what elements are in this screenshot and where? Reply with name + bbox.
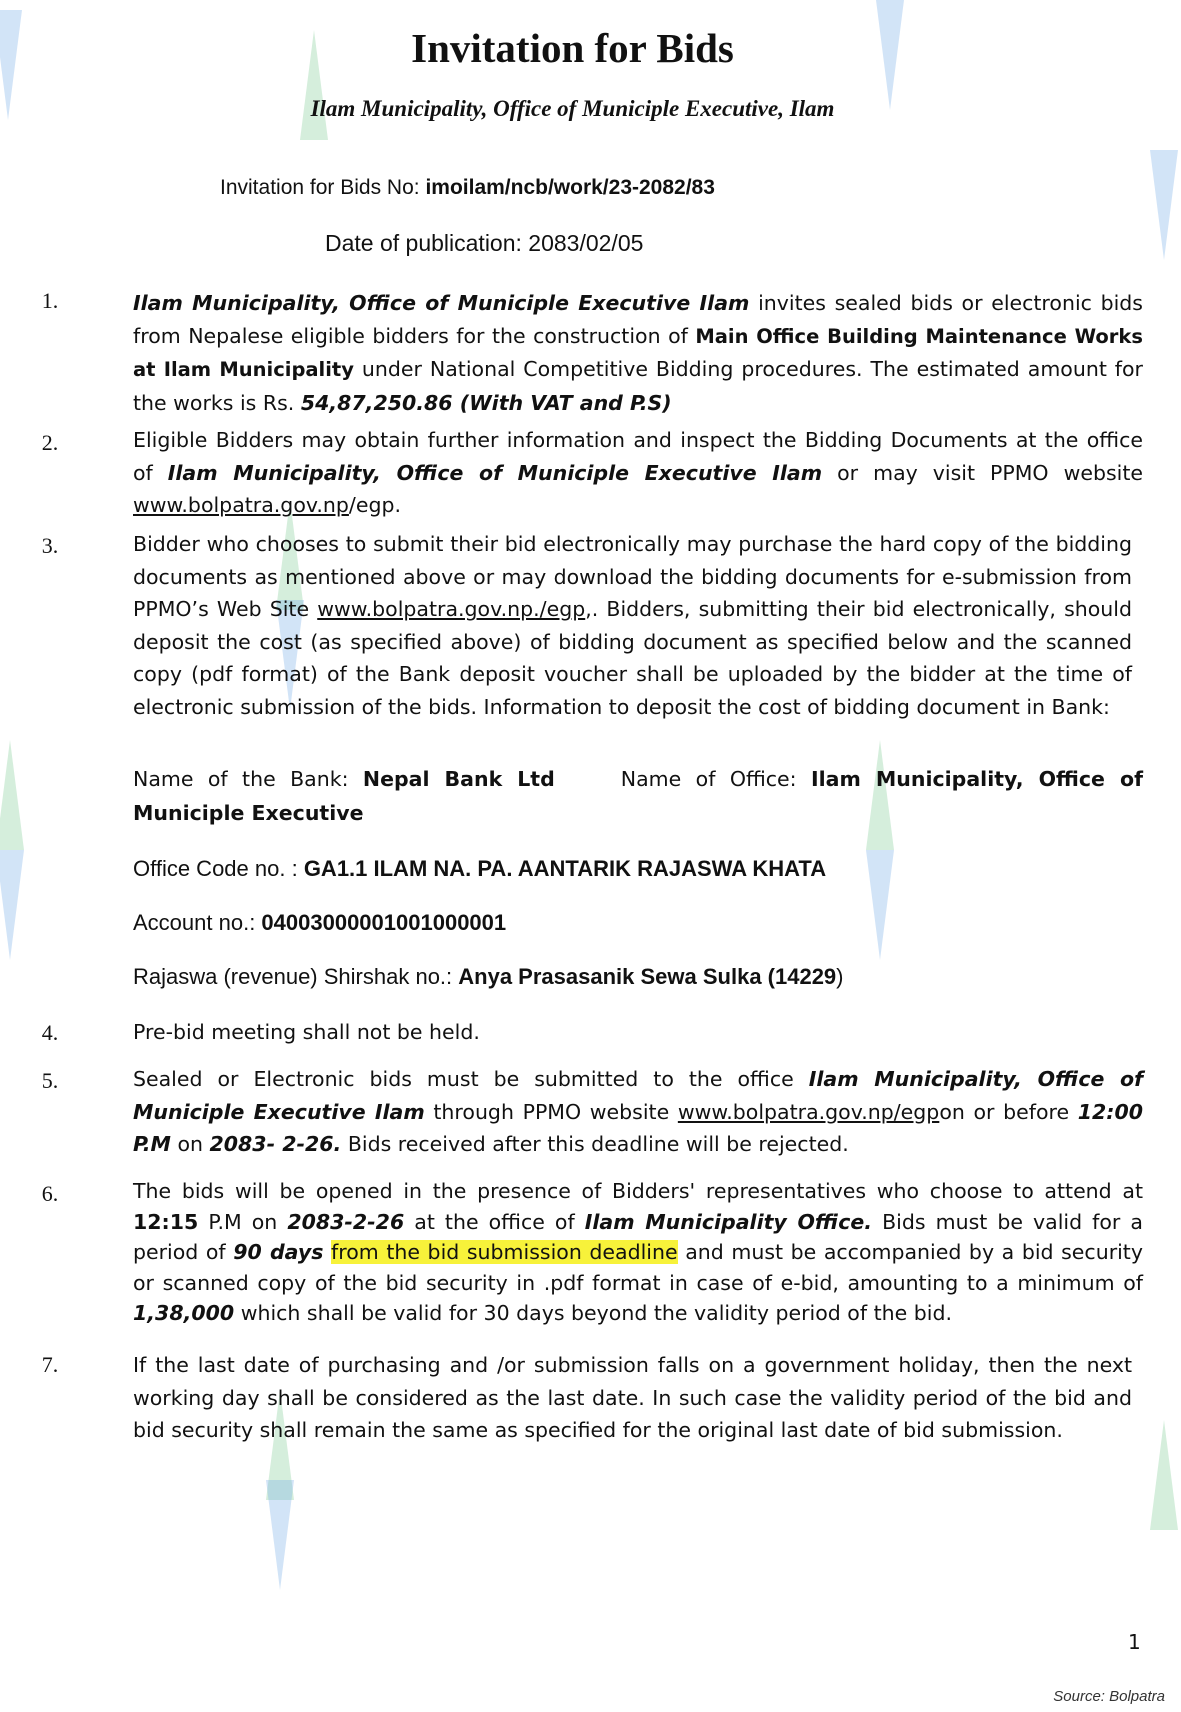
office-code-line <box>133 856 826 882</box>
bank-name: Nepal Bank Ltd <box>362 767 555 791</box>
text-run: invites sealed bids or electronic bids from Nepalese eligible bidders for the construction of <box>133 291 1143 348</box>
item-1-paragraph <box>133 287 1143 419</box>
item-number: 4. <box>41 1020 59 1045</box>
revenue-line <box>133 964 844 990</box>
watermark-arrow-icon <box>1150 150 1178 260</box>
item-number: 3. <box>41 533 59 558</box>
text-run: The bids will be opened in the presence of Bidders' representatives who choose to attend at <box>133 1179 1143 1203</box>
office-code-label: Office Code no. : <box>133 856 304 881</box>
text-run: which shall be valid for 30 days beyond the validity period of the bid. <box>234 1301 952 1326</box>
bid-security-amount: 1,38,000 <box>133 1301 235 1326</box>
ppmo-link[interactable]: www.bolpatra.gov.np./egp <box>317 597 586 622</box>
ifb-number-line <box>220 176 715 200</box>
item-number: 5. <box>41 1068 59 1093</box>
text-run: or may visit PPMO website <box>822 460 1143 485</box>
text-run: under National Competitive Bidding procedures. The estimated amount for the works is Rs. <box>133 357 1143 415</box>
text-run: /egp. <box>348 493 401 518</box>
revenue-label: Rajaswa (revenue) Shirshak no.: <box>133 964 459 989</box>
page-title: Invitation for Bids <box>411 25 734 71</box>
text-run: through PPMO website <box>424 1099 678 1124</box>
ppmo-link[interactable]: www.bolpatra.gov.np/egp <box>677 1099 940 1124</box>
item-2-paragraph <box>133 424 1143 522</box>
text-run: P.M on <box>198 1209 288 1234</box>
item-4-paragraph: Pre-bid meeting shall not be held. <box>133 1020 480 1044</box>
bank-info <box>133 762 1143 830</box>
item-number: 7. <box>41 1352 59 1377</box>
opening-date: 2083-2-26 <box>287 1209 405 1234</box>
bank-label: Name of the Bank: <box>133 767 363 791</box>
text-run: on <box>170 1132 210 1157</box>
estimated-amount: 54,87,250.86 (With VAT and P.S) <box>300 390 672 415</box>
item-number: 2. <box>41 430 59 455</box>
item-number: 1. <box>41 288 59 313</box>
watermark-arrow-icon <box>266 1480 294 1590</box>
office-name: Ilam Municipality, Office of Municiple Executive Ilam <box>133 291 750 315</box>
source-credit: Source: Bolpatra <box>1053 1688 1165 1705</box>
item-7-paragraph: If the last date of purchasing and /or submission falls on a government holiday, then the next working day shall be considered as the last date. In such case the validity period of the bid and bid security shall remain the same as specified for the original last date of bid submission. <box>133 1353 1132 1443</box>
text-run: on or before <box>939 1099 1078 1124</box>
text-run: Bidder who chooses to submit their bid electronically may purchase the hard copy of the bidding documents as mentioned above or may download the bidding documents for e-submission from PPMO’s Web Site <box>133 532 1132 622</box>
ifb-number-label: Invitation for Bids No: <box>220 176 426 199</box>
item-3-paragraph <box>133 528 1132 724</box>
office-name: Ilam Municipality, Office of Municiple Executive Ilam <box>133 1067 1143 1124</box>
text-run: at the office of <box>404 1209 585 1234</box>
submission-date: 2083- 2-26. <box>209 1132 342 1157</box>
office-code: GA1.1 ILAM NA. PA. AANTARIK RAJASWA KHATA <box>303 856 827 881</box>
office-name: Ilam Municipality, Office of Municiple Executive <box>133 767 1143 825</box>
office-name: Ilam Municipality Office. <box>584 1209 873 1234</box>
watermark-arrow-icon <box>866 850 894 960</box>
watermark-arrow-icon <box>0 740 24 850</box>
text-run: Bids received after this deadline will be rejected. <box>341 1132 849 1157</box>
item-6-paragraph <box>133 1176 1143 1329</box>
page-subtitle: Ilam Municipality, Office of Municiple Executive, Ilam <box>310 96 835 121</box>
text-run: ,. Bidders, submitting their bid electronically, should deposit the cost (as specified above) of bidding document as specified below and the scanned copy (pdf format) of the Bank deposit voucher shall be uploaded by the bidder at the time of electronic submission of the bids. Information to deposit the cost of bidding document in Bank: <box>133 597 1132 719</box>
text-run: Sealed or Electronic bids must be submitted to the office <box>133 1067 809 1091</box>
works-name: Main Office Building Maintenance Works at Ilam Municipality <box>133 324 1144 382</box>
item-5-paragraph <box>133 1063 1143 1161</box>
publication-date: Date of publication: 2083/02/05 <box>325 230 644 256</box>
revenue-head: Anya Prasasanik Sewa Sulka (14229 <box>458 964 837 989</box>
text-run <box>323 1240 331 1264</box>
office-name: Ilam Municipality, Office of Municiple Executive Ilam <box>167 460 823 485</box>
page-number: 1 <box>1128 1630 1141 1654</box>
validity-days: 90 days <box>233 1240 324 1265</box>
text-run: Bids must be valid for a period of <box>133 1209 1143 1265</box>
text-run: ) <box>836 964 844 989</box>
submission-time: 12:00 P.M <box>133 1099 1143 1157</box>
text-run: and must be accompanied by a bid security or scanned copy of the bid security in .pdf format in case of e-bid, amounting to a minimum of <box>133 1240 1143 1295</box>
watermark-arrow-icon <box>0 850 24 960</box>
text-run: Eligible Bidders may obtain further information and inspect the Bidding Documents at the office of <box>133 428 1143 485</box>
account-label: Account no.: <box>133 910 262 935</box>
watermark-arrow-icon <box>1150 1420 1178 1530</box>
item-number: 6. <box>41 1181 59 1206</box>
ifb-number: imoilam/ncb/work/23-2082/83 <box>425 176 715 199</box>
account-line <box>133 910 506 936</box>
office-label: Name of Office: <box>620 767 811 791</box>
ppmo-link[interactable]: www.bolpatra.gov.np <box>133 493 349 518</box>
account-number: 04003000001001000001 <box>261 910 507 935</box>
highlighted-text: from the bid submission deadline <box>331 1240 678 1265</box>
opening-time: 12:15 <box>133 1209 199 1234</box>
